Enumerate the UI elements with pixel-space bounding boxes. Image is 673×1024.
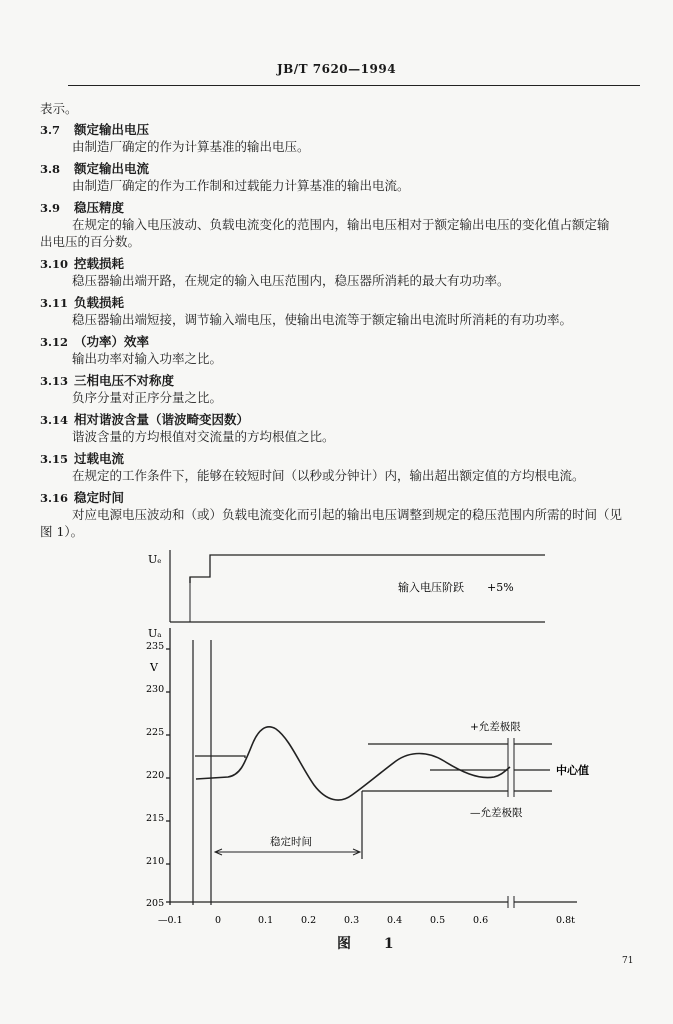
section-number: 3.11 — [40, 296, 69, 310]
settle-time-label: 稳定时间 — [270, 836, 312, 848]
section-number: 3.7 — [40, 123, 61, 137]
section-number: 3.13 — [40, 374, 69, 388]
section-term: 相对谐波含量（谐波畸变因数） — [74, 412, 250, 427]
input-step-label: 输入电压阶跃 — [398, 581, 464, 594]
section-heading — [40, 161, 149, 177]
y-tick-label: 225 — [146, 727, 165, 738]
center-label: 中心值 — [556, 764, 589, 777]
section-heading — [40, 256, 124, 272]
page-number: 71 — [622, 956, 634, 966]
output-voltage-response — [196, 727, 510, 800]
y-tick-label: 215 — [146, 813, 165, 824]
header-rule — [68, 85, 640, 86]
x-tick-label: 0.1 — [258, 915, 274, 926]
section-description: 由制造厂确定的作为工作制和过载能力计算基准的输出电流。 — [72, 178, 410, 193]
section-description: 在规定的输入电压波动、负载电流变化的范围内，输出电压相对于额定输出电压的变化值占额定输 — [72, 217, 610, 232]
section-heading — [40, 200, 124, 216]
section-heading — [40, 451, 124, 467]
intro-text: 表示。 — [40, 101, 78, 116]
section-description: 由制造厂确定的作为计算基准的输出电压。 — [72, 139, 310, 154]
section-number: 3.15 — [40, 452, 69, 466]
y-tick-label: 235 — [146, 641, 165, 652]
section-description: 图 1）。 — [40, 524, 84, 539]
section-heading — [40, 373, 174, 389]
section-number: 3.10 — [40, 257, 69, 271]
reference-step-line — [195, 756, 245, 758]
section-heading — [40, 334, 149, 350]
section-description: 对应电源电压波动和（或）负载电流变化而引起的输出电压调整到规定的稳压范围内所需的时间（见 — [72, 507, 623, 522]
y-tick-label: 210 — [146, 856, 165, 867]
x-tick-label: 0.3 — [344, 915, 360, 926]
page-header: JB/T 7620—1994 — [276, 62, 397, 76]
x-tick-label: 0 — [215, 915, 222, 926]
x-tick-label: 0.5 — [430, 915, 446, 926]
x-tick-label: 0.4 — [387, 915, 403, 926]
section-term: 稳定时间 — [74, 490, 125, 505]
section-term: 额定输出电压 — [74, 122, 150, 137]
v-label: V — [150, 661, 158, 674]
section-term: 额定输出电流 — [74, 161, 150, 176]
x-tick-label: 0.8t — [556, 915, 575, 926]
section-heading — [40, 295, 124, 311]
section-description: 稳压器输出端短接，调节输入端电压，使输出电流等于额定输出电流时所消耗的有功功率。 — [72, 312, 573, 327]
upper-limit-label: +允差极限 — [470, 721, 521, 733]
section-number: 3.16 — [40, 491, 69, 505]
section-number: 3.14 — [40, 413, 69, 427]
section-heading — [40, 122, 149, 138]
section-description: 谐波含量的方均根值对交流量的方均根值之比。 — [72, 429, 335, 444]
x-tick-label: 0.6 — [473, 915, 489, 926]
input-step-trace — [190, 555, 545, 583]
section-description: 输出功率对输入功率之比。 — [72, 351, 223, 366]
section-number: 3.8 — [40, 162, 61, 176]
ua-label: Uₐ — [148, 627, 162, 640]
section-number: 3.12 — [40, 335, 69, 349]
ue-label: Uₑ — [148, 553, 162, 566]
section-number: 3.9 — [40, 201, 61, 215]
section-term: 控载损耗 — [74, 256, 125, 271]
section-term: 负载损耗 — [74, 295, 125, 310]
section-term: （功率）效率 — [74, 334, 150, 349]
x-tick-label: —0.1 — [158, 915, 183, 926]
figure-1-stabilization-chart — [0, 545, 673, 935]
input-step-value: +5% — [487, 581, 514, 594]
y-tick-label: 230 — [146, 684, 165, 695]
y-tick-label: 205 — [146, 898, 165, 909]
figure-caption: 图 1 — [337, 936, 408, 952]
section-heading — [40, 490, 124, 506]
section-heading — [40, 412, 249, 428]
section-description: 出电压的百分数。 — [40, 234, 141, 249]
section-term: 过载电流 — [74, 451, 125, 466]
y-tick-label: 220 — [146, 770, 165, 781]
section-description: 稳压器输出端开路，在规定的输入电压范围内，稳压器所消耗的最大有功功率。 — [72, 273, 510, 288]
section-description: 在规定的工作条件下，能够在较短时间（以秒或分钟计）内，输出超出额定值的方均根电流。 — [72, 468, 585, 483]
x-tick-label: 0.2 — [301, 915, 317, 926]
lower-limit-label: —允差极限 — [470, 807, 523, 819]
section-description: 负序分量对正序分量之比。 — [72, 390, 223, 405]
section-term: 稳压精度 — [74, 200, 125, 215]
section-term: 三相电压不对称度 — [74, 373, 175, 388]
